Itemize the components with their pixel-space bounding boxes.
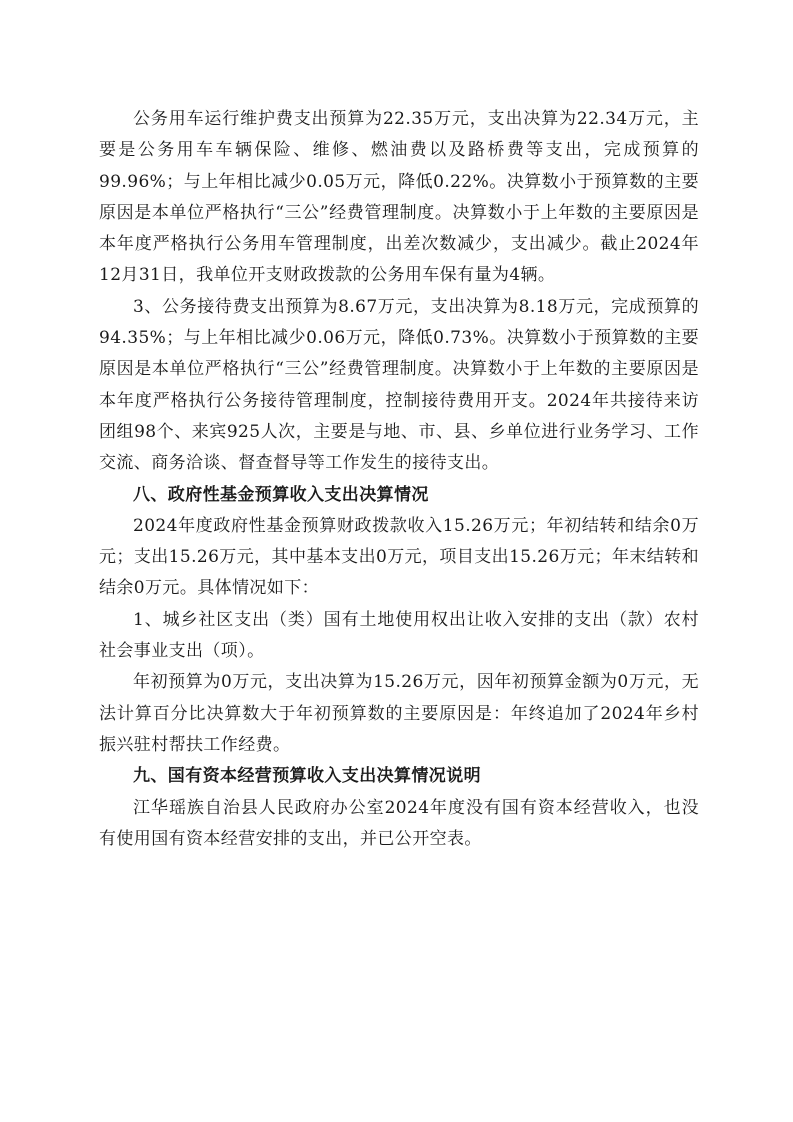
- paragraph-vehicle-maintenance: 公务用车运行维护费支出预算为22.35万元，支出决算为22.34万元，主要是公务用车车辆保险、维修、燃油费以及路桥费等支出，完成预算的99.96%；与上年相比减少0.05万元，降低0.22%。决算数小于预算数的主要原因是本单位严格执行“三公”经费管理制度。决算数小于上年数的主要原因是本年度严格执行公务用车管理制度，出差次数减少，支出减少。截止2024年12月31日，我单位开支财政拨款的公务用车保有量为4辆。: [99, 109, 699, 286]
- paragraph-official-reception: 3、公务接待费支出预算为8.67万元，支出决算为8.18万元，完成预算的94.35%；与上年相比减少0.06万元，降低0.73%。决算数小于预算数的主要原因是本单位严格执行“三公”经费管理制度。决算数小于上年数的主要原因是本年度严格执行公务接待管理制度，控制接待费用开支。2024年共接待来访团组98个、来宾925人次，主要是与地、市、县、乡单位进行业务学习、工作交流、商务洽谈、督查督导等工作发生的接待支出。: [99, 296, 699, 474]
- paragraph-fund-explanation: 年初预算为0万元，支出决算为15.26万元，因年初预算金额为0万元，无法计算百分比决算数大于年初预算数的主要原因是：年终追加了2024年乡村振兴驻村帮扶工作经费。: [99, 672, 699, 755]
- paragraph-fund-summary: 2024年度政府性基金预算财政拨款收入15.26万元；年初结转和结余0万元；支出15.26万元，其中基本支出0万元，项目支出15.26万元；年末结转和结余0万元。具体情况如下：: [99, 515, 699, 599]
- document-body: [99, 104, 699, 855]
- paragraph-state-capital: 江华瑶族自治县人民政府办公室2024年度没有国有资本经营收入，也没有使用国有资本经营安排的支出，并已公开空表。: [99, 797, 699, 849]
- section-heading-state-capital: 九、国有资本经营预算收入支出决算情况说明: [133, 766, 481, 787]
- paragraph-fund-category: 1、城乡社区支出（类）国有土地使用权出让收入安排的支出（款）农村社会事业支出（项）。: [99, 609, 699, 662]
- section-heading-government-fund: 八、政府性基金预算收入支出决算情况: [133, 484, 429, 505]
